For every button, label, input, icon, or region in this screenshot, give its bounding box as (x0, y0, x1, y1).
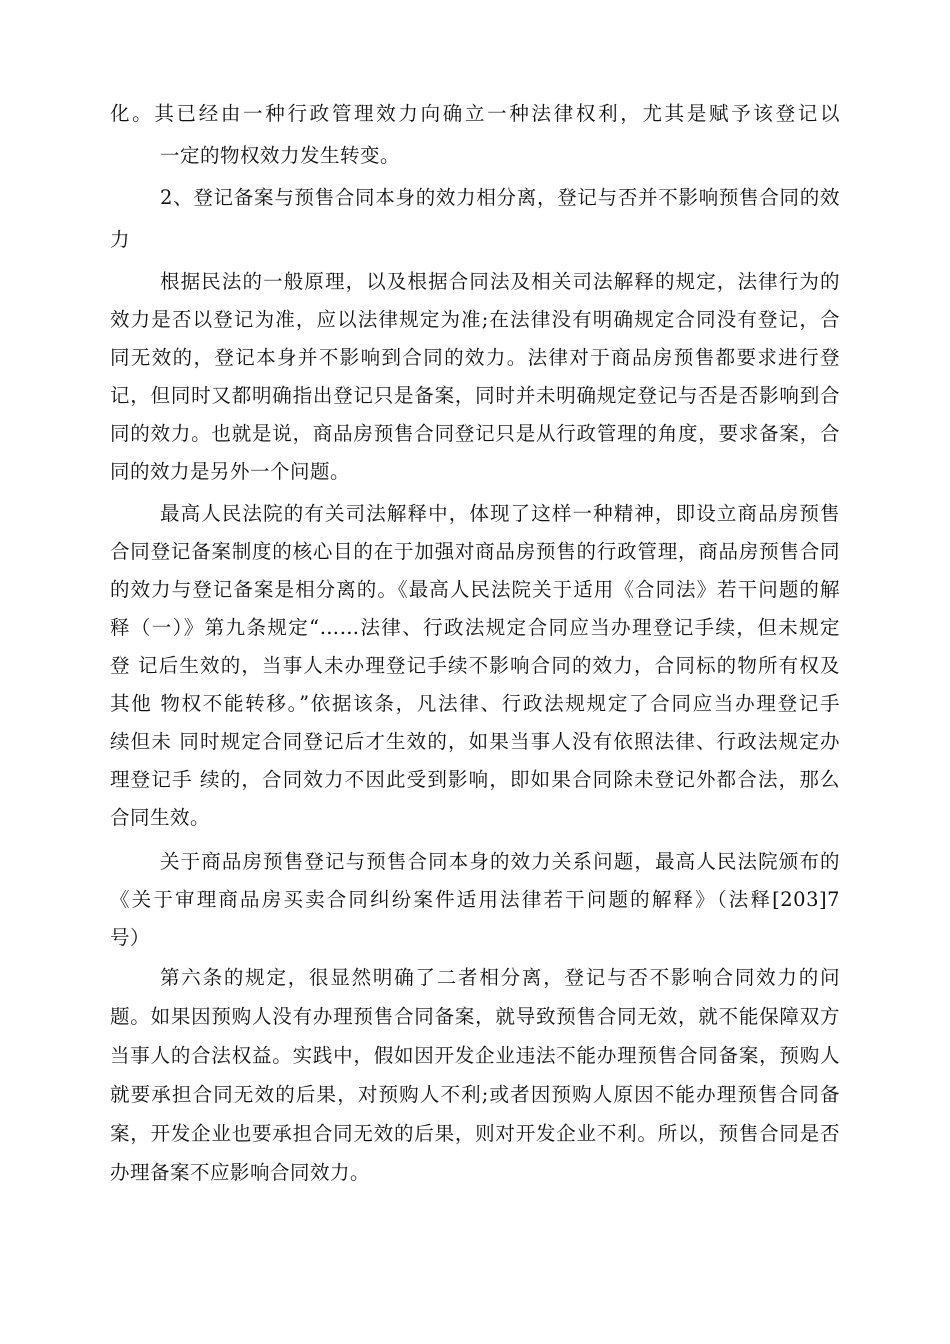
text-line: 释（一）》第九条规定“……法律、行政法规定合同应当办理登记手续，但未规定 (110, 616, 840, 639)
text-line: 同的效力。也就是说，商品房预售合同登记只是从行政管理的角度，要求备案，合 (110, 422, 840, 445)
text-line: 当事人的合法权益。实践中，假如因开发企业违法不能办理预售合同备案，预购人 (110, 1044, 840, 1067)
text-line: 其他 物权不能转移。”依据该条，凡法律、行政法规规定了合同应当办理登记手 (110, 692, 840, 715)
text-line: 号） (110, 926, 151, 949)
text-line: 理登记手 续的，合同效力不因此受到影响，即如果合同除未登记外都合法，那么 (110, 768, 840, 791)
text-line: 登 记后生效的，当事人未办理登记手续不影响合同的效力，合同标的物所有权及 (110, 654, 840, 677)
text-line: 同的效力是另外一个问题。 (110, 460, 351, 483)
section-heading-line: 2、登记备案与预售合同本身的效力相分离，登记与否并不影响预售合同的效 (160, 186, 840, 209)
text-line: 记，但同时又都明确指出登记只是备案，同时并未明确规定登记与否是否影响到合 (110, 384, 840, 407)
text-line: 最高人民法院的有关司法解释中，体现了这样一种精神，即设立商品房预售 (160, 502, 840, 525)
text-line: 续但未 同时规定合同登记后才生效的，如果当事人没有依照法律、行政法规定办 (110, 730, 840, 753)
text-line: 根据民法的一般原理，以及根据合同法及相关司法解释的规定，法律行为的 (160, 270, 840, 293)
text-line: 合同生效。 (110, 806, 211, 829)
text-line: 同无效的，登记本身并不影响到合同的效力。法律对于商品房预售都要求进行登 (110, 346, 840, 369)
text-line: 化。其已经由一种行政管理效力向确立一种法律权利，尤其是赋予该登记以 (110, 102, 840, 125)
text-line: 一定的物权效力发生转变。 (160, 144, 401, 167)
text-line: 就要承担合同无效的后果，对预购人不利;或者因预购人原因不能办理预售合同备 (110, 1083, 840, 1106)
text-line: 的效力与登记备案是相分离的。《最高人民法院关于适用《合同法》若干问题的解 (110, 578, 840, 601)
text-line: 关于商品房预售登记与预售合同本身的效力关系问题，最高人民法院颁布的 (160, 850, 840, 873)
text-line: 办理备案不应影响合同效力。 (110, 1161, 371, 1184)
text-line: 题。如果因预购人没有办理预售合同备案，就导致预售合同无效，就不能保障双方 (110, 1005, 840, 1028)
text-line: 合同登记备案制度的核心目的在于加强对商品房预售的行政管理，商品房预售合同 (110, 540, 840, 563)
section-heading-line: 力 (110, 228, 131, 251)
text-line: 《关于审理商品房买卖合同纠纷案件适用法律若干问题的解释》（法释[203]7 (110, 888, 840, 911)
text-line: 案，开发企业也要承担合同无效的后果，则对开发企业不利。所以，预售合同是否 (110, 1122, 840, 1145)
text-line: 第六条的规定，很显然明确了二者相分离，登记与否不影响合同效力的问 (160, 966, 840, 989)
text-line: 效力是否以登记为准，应以法律规定为准;在法律没有明确规定合同没有登记，合 (110, 308, 840, 331)
